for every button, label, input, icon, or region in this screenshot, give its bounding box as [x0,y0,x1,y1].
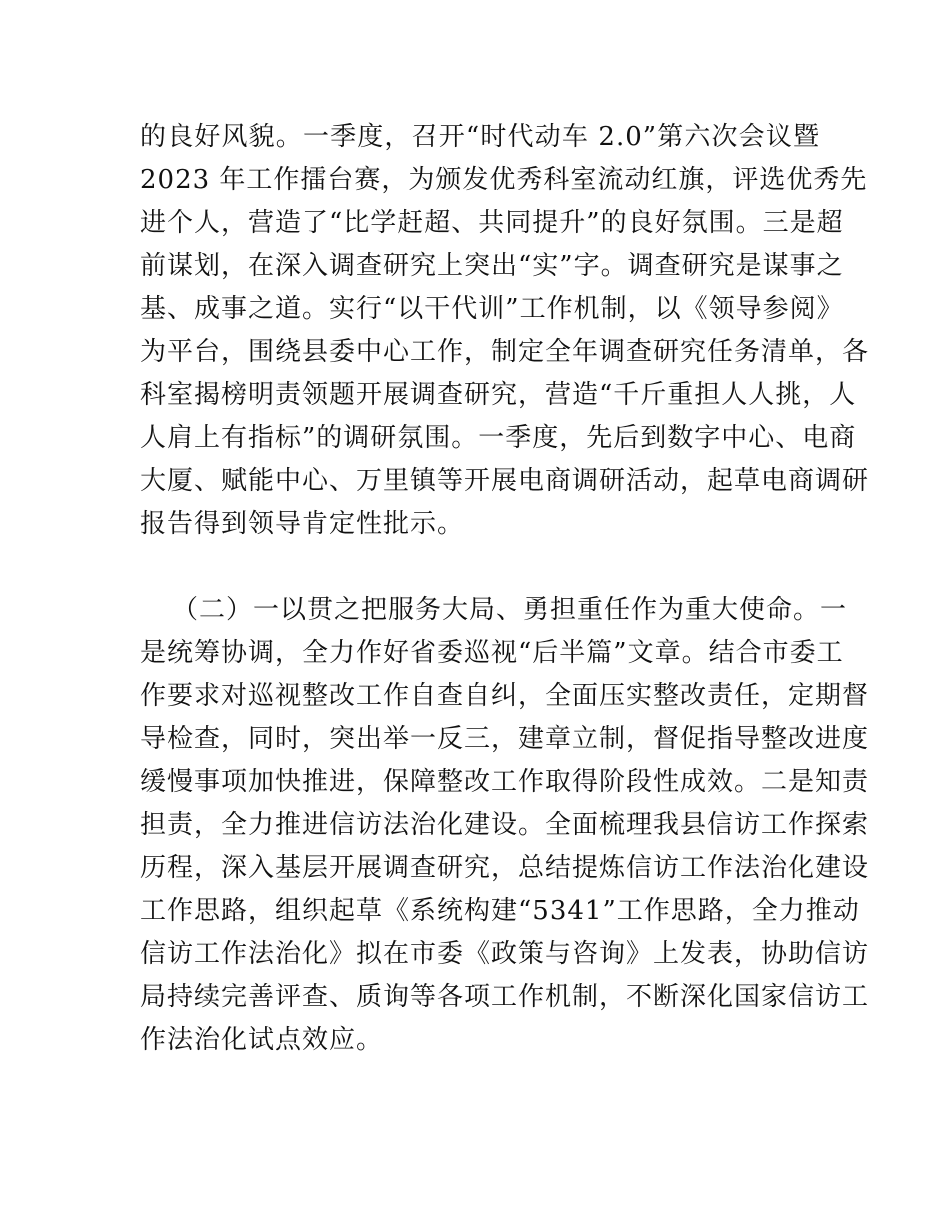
paragraph-line: 2023 年工作擂台赛，为颁发优秀科室流动红旗，评选优秀先 [140,165,868,195]
paragraph-line: 是统筹协调，全力作好省委巡视“后半篇”文章。结合市委工 [140,638,844,668]
paragraph-line: 担责，全力推进信访法治化建设。全面梳理我县信访工作探索 [140,810,870,840]
paragraph-line: 科室揭榜明责领题开展调查研究，营造“千斤重担人人挑，人 [140,380,857,410]
paragraph-line: 历程，深入基层开展调查研究，总结提炼信访工作法治化建设 [140,853,870,883]
paragraph-2 [140,589,870,1062]
paragraph-line: 局持续完善评查、质询等各项工作机制，不断深化国家信访工 [140,982,870,1012]
paragraph-line: 工作思路，组织起草《系统构建“5341”工作思路，全力推动 [140,896,860,926]
paragraph-line: 缓慢事项加快推进，保障整改工作取得阶段性成效。二是知责 [140,767,870,797]
paragraph-line: 基、成事之道。实行“以干代训”工作机制，以《领导参阅》 [140,294,844,324]
paragraph-line: 导检查，同时，突出举一反三，建章立制，督促指导整改进度 [140,724,870,754]
paragraph-line: 人肩上有指标”的调研氛围。一季度，先后到数字中心、电商 [140,423,857,453]
paragraph-line: 进个人，营造了“比学赶超、共同提升”的良好氛围。三是超 [140,208,844,238]
paragraph-line: 作要求对巡视整改工作自查自纠，全面压实整改责任，定期督 [140,681,870,711]
paragraph-line: 报告得到领导肯定性批示。 [140,509,465,539]
paragraph-line: 的良好风貌。一季度，召开“时代动车 2.0”第六次会议暨 [140,122,820,152]
paragraph-1 [140,116,870,546]
paragraph-line: 为平台，围绕县委中心工作，制定全年调查研究任务清单，各 [140,337,870,367]
paragraph-line: 信访工作法治化》拟在市委《政策与咨询》上发表，协助信访 [140,939,870,969]
paragraph-line: 大厦、赋能中心、万里镇等开展电商调研活动，起草电商调研 [140,466,870,496]
section-heading-line: （二）一以贯之把服务大局、勇担重任作为重大使命。一 [172,595,848,625]
paragraph-line: 作法治化试点效应。 [140,1025,384,1055]
paragraph-line: 前谋划，在深入调查研究上突出“实”字。调查研究是谋事之 [140,251,844,281]
